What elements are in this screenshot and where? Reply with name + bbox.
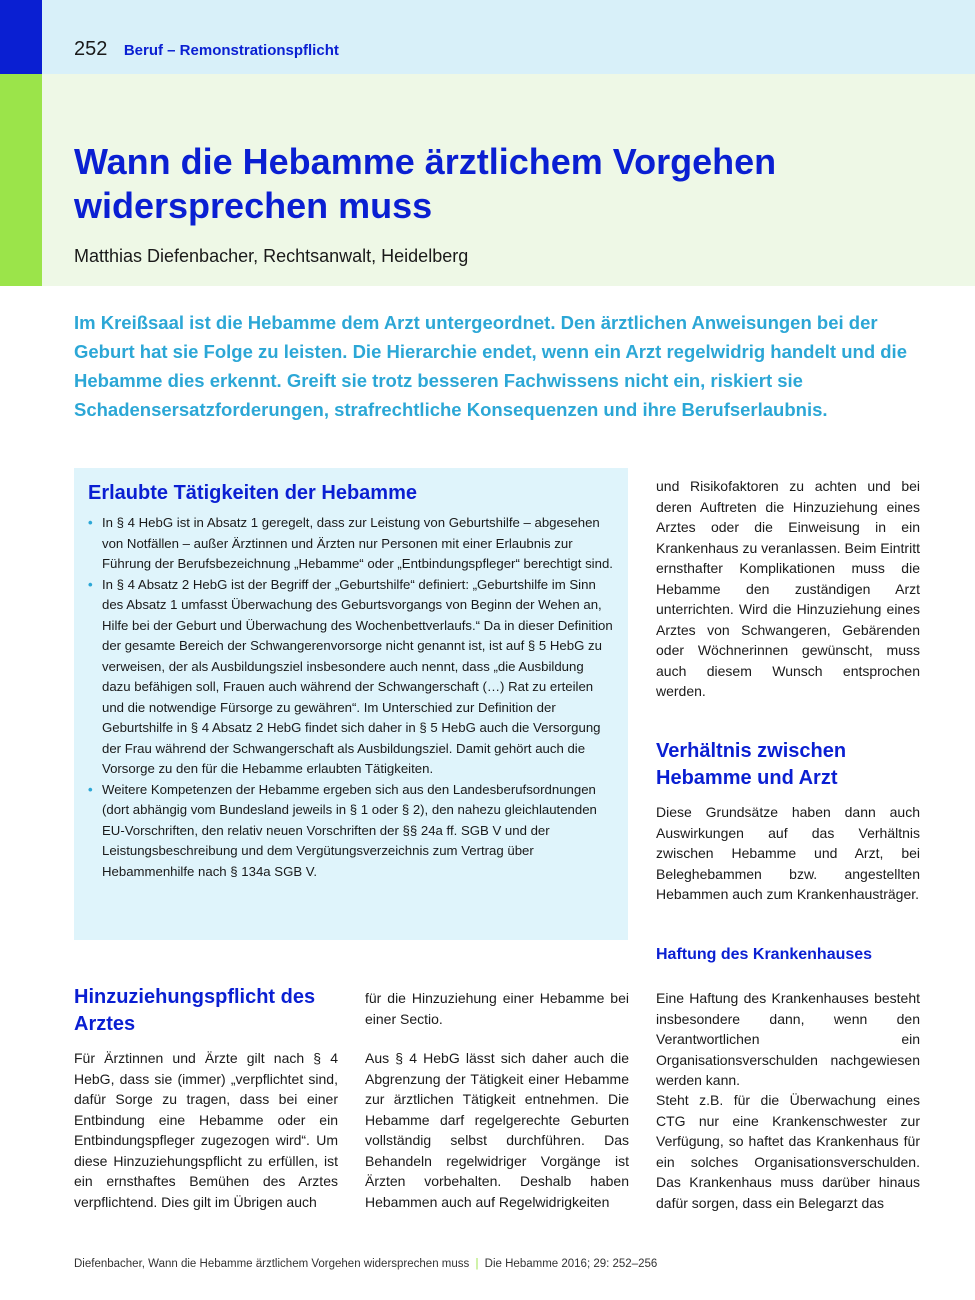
running-header	[74, 38, 339, 61]
bullet-icon: •	[88, 515, 93, 530]
section-label: Beruf – Remonstrationspflicht	[123, 42, 339, 59]
list-item-text: In § 4 HebG ist in Absatz 1 geregelt, dass zur Leistung von Geburtshilfe – abgesehen von Notfällen – außer Ärztinnen und Ärzten nur Personen mit einer Erlaubnis zur Führung der Berufsbezeichnung „Hebamme“ oder „Entbindungspfleger“ berechtigt sind.	[102, 515, 613, 571]
author-byline: Matthias Diefenbacher, Rechtsanwalt, Heidelberg	[74, 246, 469, 266]
subheading-liability: Haftung des Krankenhauses	[656, 946, 873, 963]
page-number: 252	[74, 38, 108, 60]
liability-paragraph-2: Steht z.B. für die Überwachung eines CTG nur eine Krankenschwester zur Verfügung, so haftet das Krankenhaus für ein solches Organisationsverschulden. Das Krankenhaus muss darüber hinaus dafür sorgen, dass ein Belegarzt das	[656, 1092, 920, 1211]
lead-paragraph: Im Kreißsaal ist die Hebamme dem Arzt untergeordnet. Den ärztlichen Anweisungen bei der Geburt hat sie Folge zu leisten. Die Hierarchie endet, wenn ein Arzt regelwidrig handelt und die Hebamme dies erkennt. Greift sie trotz besseren Fachwissens nicht ein, riskiert sie Schadensersatzforderungen, strafrechtliche Konsequenzen und ihre Berufserlaubnis.	[74, 312, 907, 420]
list-item	[88, 513, 614, 575]
list-item	[88, 780, 614, 883]
footer-citation	[74, 1258, 657, 1270]
side-accent-blue	[0, 0, 42, 74]
header-band	[0, 0, 975, 74]
middle-paragraph-2: Aus § 4 HebG lässt sich daher auch die Abgrenzung der Tätigkeit einer Hebamme zur ärztlichen Tätigkeit entnehmen. Die Hebamme darf regelgerechte Geburten vollständig selbst durchführen. Das Behandeln regelwidriger Vorgänge ist Ärzten vorbehalten. Deshalb haben Hebammen auch auf Regelwidrigkeiten	[365, 1050, 629, 1210]
bullet-icon: •	[88, 576, 93, 592]
heading-relationship: Verhältnis zwischen Hebamme und Arzt	[656, 740, 847, 789]
side-accent-green	[0, 74, 42, 286]
middle-paragraph-1: für die Hinzuziehung einer Hebamme bei einer Sectio.	[365, 990, 629, 1027]
info-box-heading: Erlaubte Tätigkeiten der Hebamme	[88, 482, 417, 504]
footer-author: Diefenbacher,	[74, 1258, 145, 1270]
article-title: Wann die Hebamme ärztlichem Vorgehen widersprechen muss	[74, 141, 777, 226]
liability-paragraph-1: Eine Haftung des Krankenhauses besteht insbesondere dann, wenn den Verantwortlichen ein Organisationsverschulden nachgewiesen werden kann.	[656, 990, 920, 1088]
info-box	[74, 468, 628, 940]
footer-title: Wann die Hebamme ärztlichem Vorgehen widersprechen muss	[148, 1258, 470, 1270]
bullet-icon: •	[88, 781, 93, 797]
right-column-continuation: und Risikofaktoren zu achten und bei deren Auftreten die Hinzuziehung eines Arztes oder die Einweisung in ein Krankenhaus zu veranlassen. Beim Eintritt ernsthafter Komplikationen muss die Hebamme den zuständigen Arzt unterrichten. Wird die Hinzuziehung eines Arztes von Schwangeren, Gebärenden oder Wöchnerinnen gewünscht, muss auch diesem Wunsch entsprochen werden.	[656, 478, 920, 699]
footer-separator: |	[475, 1258, 479, 1270]
relationship-paragraph: Diese Grundsätze haben dann auch Auswirkungen auf das Verhältnis zwischen Hebamme und Arzt, bei Beleghebammen bzw. angestellten Hebammen auch zum Krankenhausträger.	[656, 804, 920, 902]
list-item	[88, 575, 614, 780]
list-item-text: Weitere Kompetenzen der Hebamme ergeben sich aus den Landesberufsordnungen (dort abhängig vom Bundesland jeweils in § 1 oder § 2), den nahezu gleichlautenden EU-Vorschriften, den relativ neuen Vorschriften der §§ 24a ff. SGB V und der Leistungsbeschreibung und dem Vergütungsverzeichnis zum Vertrag über Hebammenhilfe nach § 134a SGB V.	[102, 781, 597, 879]
info-box-list	[88, 513, 614, 882]
list-item-text: In § 4 Absatz 2 HebG ist der Begriff der „Geburtshilfe“ definiert: „Geburtshilfe im Sinn des Absatz 1 umfasst Überwachung des Geburtsvorgangs von Beginn der Wehen an, Hilfe bei der Geburt und Überwachung des Wochenbettverlaufs.“ Da in dieser Definition der gesamte Bereich der Schwangerenvorsorge nicht genannt ist, ist auf § 5 HebG zu verweisen, der als Ausbildungsziel insbesondere auch nennt, dass „die Ausbildung dazu befähigen soll, Frauen auch während der Schwangerschaft (…) Rat zu erteilen und die notwendige Fürsorge zu gewähren“. Im Unterschied zur Definition der Geburtshilfe in § 4 Absatz 2 HebG findet sich daher in § 5 HebG auch die Versorgung der Frau während der Schwangerschaft als Ausbildungsziel. Damit gehört auch die Vorsorge zu den für die Hebamme erlaubten Tätigkeiten.	[102, 576, 613, 776]
left-column-paragraph: Für Ärztinnen und Ärzte gilt nach § 4 HebG, dass sie (immer) „verpflichtet sind, dafür Sorge zu tragen, dass bei einer Entbindung eine Hebamme oder ein Entbindungspfleger zugezogen wird“. Um diese Hinzuziehungspflicht zu erfüllen, ist ein ernsthaftes Bemühen des Arztes verpflichtend. Dies gilt im Übrigen auch	[74, 1050, 338, 1210]
heading-consultation-duty: Hinzuziehungspflicht des Arztes	[74, 986, 316, 1035]
footer-journal: Die Hebamme 2016; 29: 252–256	[484, 1258, 658, 1270]
